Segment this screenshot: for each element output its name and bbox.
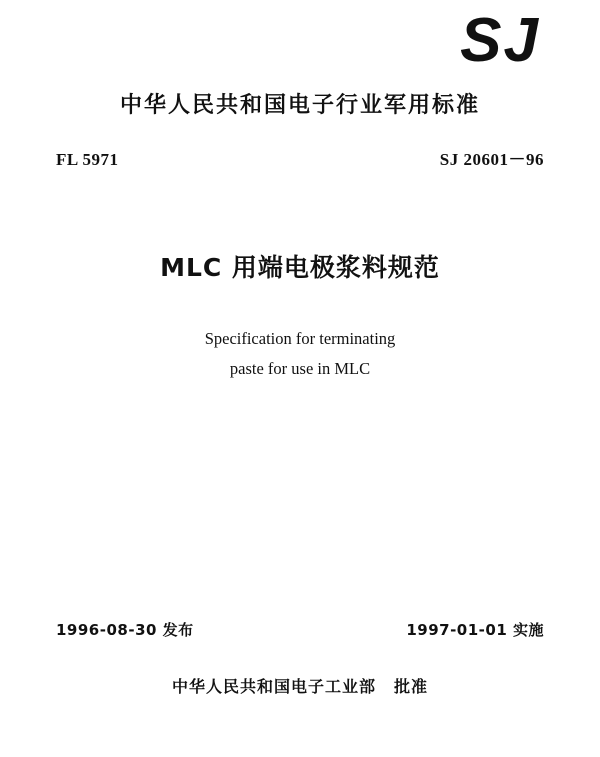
standard-number: SJ 20601－96 (439, 150, 544, 169)
effective-date: 1997-01-01 实施 (406, 621, 544, 639)
vertical-spacer (52, 384, 548, 619)
issuer-name: 中华人民共和国电子工业部 (171, 677, 376, 696)
date-row (52, 619, 548, 640)
sj-logo: SJ (460, 6, 540, 75)
issue-date: 1996-08-30 发布 (56, 621, 194, 639)
classification-code: FL 5971 (56, 150, 119, 169)
document-title: MLC 用端电极浆料规范 (160, 253, 440, 282)
title-block (52, 248, 548, 384)
series-title: 中华人民共和国电子行业军用标准 (119, 93, 480, 118)
logo-row (52, 6, 548, 75)
code-row (52, 145, 548, 170)
subtitle-line-2: paste for use in MLC (229, 359, 371, 378)
document-subtitle (52, 324, 548, 384)
approval-label: 批准 (394, 677, 429, 696)
issuer-row (52, 674, 548, 697)
subtitle-line-1: Specification for terminating (204, 329, 396, 348)
